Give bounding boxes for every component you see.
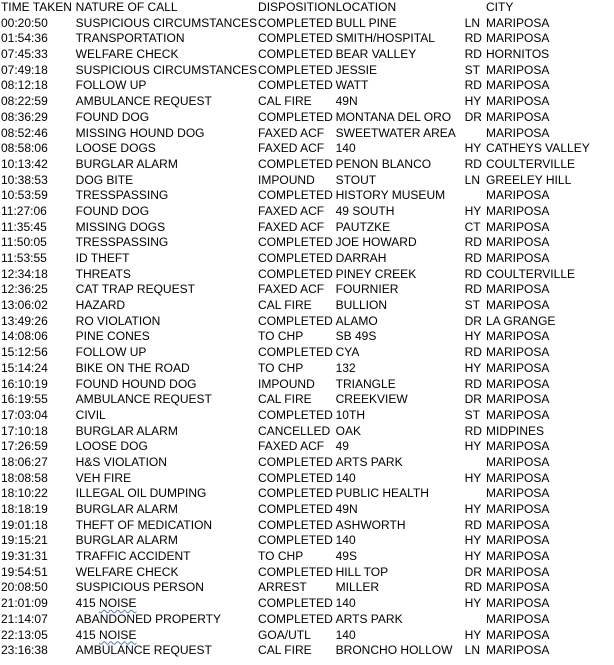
cell-location: TRIANGLE bbox=[335, 376, 396, 391]
cell-street-suffix: HY bbox=[464, 360, 482, 375]
cell-location: 140 bbox=[335, 533, 356, 548]
cell-disposition: COMPLETED bbox=[258, 517, 333, 532]
cell-disposition: COMPLETED bbox=[258, 235, 333, 250]
cell-disposition: COMPLETED bbox=[258, 109, 333, 124]
cell-location: PENON BLANCO bbox=[335, 156, 432, 171]
cell-street-suffix: RD bbox=[464, 235, 482, 250]
cell-nature: DOG BITE bbox=[75, 172, 134, 187]
cell-location: SB 49S bbox=[335, 329, 377, 344]
cell-city: COULTERVILLE bbox=[485, 156, 576, 171]
cell-street-suffix: ST bbox=[464, 62, 480, 77]
cell-nature: BURGLAR ALARM bbox=[75, 156, 178, 171]
cell-disposition: IMPOUND bbox=[258, 376, 315, 391]
cell-time: 22:13:05 bbox=[0, 627, 48, 642]
cell-city: MARIPOSA bbox=[485, 517, 550, 532]
table-row bbox=[0, 471, 596, 487]
cell-street-suffix: CT bbox=[464, 219, 481, 234]
cell-nature: AMBULANCE REQUEST bbox=[75, 392, 212, 407]
table-row bbox=[0, 377, 596, 393]
cell-street-suffix: RD bbox=[464, 345, 482, 360]
cell-disposition: TO CHP bbox=[258, 360, 304, 375]
cell-street-suffix: DR bbox=[464, 313, 482, 328]
cell-street-suffix: HY bbox=[464, 329, 482, 344]
cell-disposition: IMPOUND bbox=[258, 172, 315, 187]
cell-time: 11:50:05 bbox=[0, 235, 47, 250]
cell-nature: BURGLAR ALARM bbox=[75, 502, 178, 516]
cell-nature: FOUND DOG bbox=[75, 109, 150, 124]
cell-disposition: FAXED ACF bbox=[258, 282, 325, 297]
cell-location: FOURNIER bbox=[335, 282, 399, 297]
cell-street-suffix: ST bbox=[464, 407, 480, 422]
cell-time: 18:18:19 bbox=[0, 502, 48, 516]
cell-location: 140 bbox=[335, 470, 356, 485]
cell-nature: H&S VIOLATION bbox=[75, 454, 167, 469]
cell-location: 49 SOUTH bbox=[335, 203, 395, 218]
table-row bbox=[0, 329, 596, 345]
cell-city: MARIPOSA bbox=[485, 627, 550, 642]
cell-disposition: CAL FIRE bbox=[258, 94, 312, 109]
cell-city: MARIPOSA bbox=[485, 580, 550, 595]
cell-location: JESSIE bbox=[335, 62, 378, 77]
table-row bbox=[0, 408, 596, 424]
cell-nature bbox=[76, 628, 137, 644]
cell-disposition: COMPLETED bbox=[258, 313, 333, 328]
cell-city: MARIPOSA bbox=[485, 486, 550, 501]
cell-disposition: FAXED ACF bbox=[258, 141, 325, 156]
cell-disposition: CANCELLED bbox=[258, 423, 331, 438]
cell-nature: HAZARD bbox=[75, 298, 126, 313]
cell-disposition: COMPLETED bbox=[258, 188, 333, 203]
cell-street-suffix: RD bbox=[464, 580, 482, 595]
cell-time: 14:08:06 bbox=[0, 329, 48, 344]
table-row bbox=[0, 298, 596, 314]
cell-city: MARIPOSA bbox=[485, 564, 550, 579]
cell-time: 11:27:06 bbox=[0, 203, 47, 218]
table-row bbox=[0, 596, 596, 612]
cell-location: BULL PINE bbox=[335, 15, 397, 30]
cell-city: MARIPOSA bbox=[485, 470, 550, 485]
cell-city: MARIPOSA bbox=[485, 282, 550, 297]
table-row bbox=[0, 204, 596, 220]
cell-nature: VEH FIRE bbox=[75, 470, 132, 485]
cell-city: MARIPOSA bbox=[485, 439, 550, 454]
cell-disposition: COMPLETED bbox=[258, 454, 333, 469]
cell-location: STOUT bbox=[335, 172, 377, 187]
cell-time: 08:12:18 bbox=[0, 78, 48, 93]
cell-disposition: COMPLETED bbox=[258, 611, 333, 626]
table-row bbox=[0, 486, 596, 502]
cell-disposition: COMPLETED bbox=[258, 564, 333, 579]
cell-location: ARTS PARK bbox=[335, 454, 403, 469]
cell-time: 00:20:50 bbox=[0, 15, 48, 30]
table-row bbox=[0, 173, 596, 189]
cell-time: 12:34:18 bbox=[0, 266, 48, 281]
cell-location: WATT bbox=[335, 78, 369, 93]
table-row bbox=[0, 518, 596, 534]
cell-location: PUBLIC HEALTH bbox=[335, 486, 429, 501]
cell-nature: PINE CONES bbox=[75, 329, 150, 344]
cell-street-suffix: HY bbox=[464, 94, 482, 109]
table-row bbox=[0, 345, 596, 361]
cell-time: 17:03:04 bbox=[0, 407, 48, 422]
cell-time: 23:16:38 bbox=[0, 643, 48, 658]
cell-nature: TRANSPORTATION bbox=[75, 31, 185, 46]
cell-city: MARIPOSA bbox=[485, 251, 550, 265]
table-row bbox=[0, 502, 596, 518]
cell-disposition: COMPLETED bbox=[258, 47, 333, 62]
cell-time: 19:01:18 bbox=[0, 517, 48, 532]
cell-disposition: TO CHP bbox=[258, 549, 304, 564]
cell-nature bbox=[76, 596, 137, 612]
cell-time: 15:12:56 bbox=[0, 345, 48, 360]
cell-street-suffix: DR bbox=[464, 109, 482, 124]
header-row bbox=[0, 0, 596, 16]
cell-nature: RO VIOLATION bbox=[75, 313, 161, 328]
table-row bbox=[0, 455, 596, 471]
table-row bbox=[0, 63, 596, 79]
table-row bbox=[0, 361, 596, 377]
cell-location: BRONCHO HOLLOW bbox=[335, 643, 453, 658]
cell-city: MARIPOSA bbox=[485, 203, 550, 218]
cell-disposition: CAL FIRE bbox=[258, 643, 312, 658]
cell-time: 18:06:27 bbox=[0, 454, 48, 469]
cell-time: 13:06:02 bbox=[0, 298, 48, 313]
cell-street-suffix: RD bbox=[464, 47, 482, 62]
cell-time: 07:45:33 bbox=[0, 47, 48, 62]
table-row bbox=[0, 628, 596, 644]
cell-disposition: ARREST bbox=[258, 580, 307, 595]
cell-city: MARIPOSA bbox=[485, 125, 550, 140]
cell-location: 49 bbox=[335, 439, 350, 454]
cell-city: MARIPOSA bbox=[485, 188, 550, 203]
cell-location: SWEETWATER AREA bbox=[335, 125, 456, 140]
cell-city: MARIPOSA bbox=[485, 109, 550, 124]
cell-street-suffix: RD bbox=[464, 423, 482, 438]
cell-city: MARIPOSA bbox=[485, 329, 550, 344]
cell-time: 10:38:53 bbox=[0, 172, 48, 187]
cell-street-suffix: RD bbox=[464, 376, 482, 391]
cell-time: 07:49:18 bbox=[0, 62, 48, 77]
cell-city: MARIPOSA bbox=[485, 298, 550, 313]
cell-nature: SUSPICIOUS CIRCUMSTANCES bbox=[75, 15, 258, 30]
cell-nature: MISSING HOUND DOG bbox=[75, 125, 205, 140]
cell-city: MARIPOSA bbox=[485, 235, 550, 250]
header-location: LOCATION bbox=[335, 0, 397, 14]
cell-disposition: TO CHP bbox=[258, 329, 304, 344]
cell-city: MARIPOSA bbox=[485, 360, 550, 375]
table-row bbox=[0, 392, 596, 408]
cell-disposition: GOA/UTL bbox=[258, 627, 311, 642]
table-row bbox=[0, 220, 596, 236]
cell-time: 13:49:26 bbox=[0, 313, 48, 328]
cell-location: 132 bbox=[335, 360, 356, 375]
cell-street-suffix: HY bbox=[464, 596, 482, 611]
cell-location: DARRAH bbox=[335, 251, 387, 265]
cell-disposition: COMPLETED bbox=[258, 78, 333, 93]
table-row bbox=[0, 94, 596, 110]
cell-location: 49N bbox=[335, 502, 358, 516]
cell-city: MARIPOSA bbox=[485, 502, 550, 516]
cell-disposition: COMPLETED bbox=[258, 533, 333, 548]
cell-disposition: COMPLETED bbox=[258, 266, 333, 281]
cell-location: 10TH bbox=[335, 407, 366, 422]
cell-location: OAK bbox=[335, 423, 362, 438]
cell-disposition: COMPLETED bbox=[258, 31, 333, 46]
cell-city: MARIPOSA bbox=[485, 549, 550, 564]
cell-location: PAUTZKE bbox=[335, 219, 391, 234]
cell-location: 49N bbox=[335, 94, 358, 109]
cell-disposition: COMPLETED bbox=[258, 156, 333, 171]
cell-time: 01:54:36 bbox=[0, 31, 48, 46]
cell-nature: WELFARE CHECK bbox=[75, 564, 179, 579]
cell-time: 10:13:42 bbox=[0, 156, 48, 171]
cell-street-suffix: RD bbox=[464, 78, 482, 93]
cell-disposition: COMPLETED bbox=[258, 470, 333, 485]
cell-nature: WELFARE CHECK bbox=[75, 47, 179, 62]
cell-time: 08:36:29 bbox=[0, 109, 48, 124]
cell-street-suffix: LN bbox=[464, 643, 480, 658]
cell-city: GREELEY HILL bbox=[485, 172, 572, 187]
cell-city: MARIPOSA bbox=[485, 78, 550, 93]
cell-city: MARIPOSA bbox=[485, 454, 550, 469]
cell-location: MILLER bbox=[335, 580, 380, 595]
cell-location: 140 bbox=[335, 627, 356, 642]
cell-nature: SUSPICIOUS CIRCUMSTANCES bbox=[75, 62, 258, 77]
cell-nature: TRESSPASSING bbox=[75, 235, 169, 250]
cell-time: 08:52:46 bbox=[0, 125, 48, 140]
cell-nature: ILLEGAL OIL DUMPING bbox=[75, 486, 207, 501]
cell-city: MARIPOSA bbox=[485, 219, 550, 234]
table-row bbox=[0, 78, 596, 94]
cell-nature: LOOSE DOGS bbox=[75, 141, 156, 156]
cell-disposition: COMPLETED bbox=[258, 62, 333, 77]
cell-time: 19:31:31 bbox=[0, 549, 48, 564]
cell-time: 11:35:45 bbox=[0, 219, 47, 234]
cell-nature: FOLLOW UP bbox=[75, 345, 147, 360]
cell-location: HISTORY MUSEUM bbox=[335, 188, 446, 203]
cell-location: MONTANA DEL ORO bbox=[335, 109, 452, 124]
cell-location: PINEY CREEK bbox=[335, 266, 417, 281]
cell-nature: AMBULANCE REQUEST bbox=[75, 94, 212, 109]
cell-location: JOE HOWARD bbox=[335, 235, 417, 250]
cell-city: MARIPOSA bbox=[485, 15, 550, 30]
table-row bbox=[0, 424, 596, 440]
cell-nature: SUSPICIOUS PERSON bbox=[75, 580, 204, 595]
cell-disposition: COMPLETED bbox=[258, 596, 333, 611]
cell-street-suffix: DR bbox=[464, 392, 482, 407]
cell-disposition: COMPLETED bbox=[258, 15, 333, 30]
table-row bbox=[0, 612, 596, 628]
cell-location: 140 bbox=[335, 596, 356, 611]
cell-disposition: FAXED ACF bbox=[258, 219, 325, 234]
cell-street-suffix: HY bbox=[464, 439, 482, 454]
cell-street-suffix: RD bbox=[464, 31, 482, 46]
cell-nature: AMBULANCE REQUEST bbox=[75, 643, 212, 658]
cell-disposition: COMPLETED bbox=[258, 502, 333, 516]
cell-nature: LOOSE DOG bbox=[75, 439, 148, 454]
table-row bbox=[0, 549, 596, 565]
cell-city: MARIPOSA bbox=[485, 611, 550, 626]
cell-location: 140 bbox=[335, 141, 356, 156]
table-row bbox=[0, 235, 596, 251]
table-row bbox=[0, 157, 596, 173]
cell-nature: MISSING DOGS bbox=[75, 219, 166, 234]
cell-time: 15:14:24 bbox=[0, 360, 48, 375]
cell-street-suffix: RD bbox=[464, 517, 482, 532]
cell-disposition: COMPLETED bbox=[258, 486, 333, 501]
cell-time: 16:10:19 bbox=[0, 376, 48, 391]
cell-city: MARIPOSA bbox=[485, 643, 550, 658]
cell-location: BEAR VALLEY bbox=[335, 47, 417, 62]
cell-time: 18:08:58 bbox=[0, 470, 48, 485]
cell-nature: ID THEFT bbox=[75, 251, 130, 265]
cell-location: HILL TOP bbox=[335, 564, 389, 579]
table-row bbox=[0, 439, 596, 455]
cell-disposition: FAXED ACF bbox=[258, 439, 325, 454]
cell-nature: CAT TRAP REQUEST bbox=[75, 282, 196, 297]
cell-nature: FOLLOW UP bbox=[75, 78, 147, 93]
cell-street-suffix: HY bbox=[464, 203, 482, 218]
cell-street-suffix: HY bbox=[464, 549, 482, 564]
table-row bbox=[0, 47, 596, 63]
table-row bbox=[0, 314, 596, 330]
cell-city: MIDPINES bbox=[485, 423, 545, 438]
call-rows bbox=[0, 16, 596, 659]
cell-nature: CIVIL bbox=[75, 407, 106, 422]
cell-street-suffix: DR bbox=[464, 564, 482, 579]
cell-street-suffix: HY bbox=[464, 502, 482, 516]
header-disposition: DISPOSITION bbox=[258, 0, 336, 14]
cell-location: SMITH/HOSPITAL bbox=[335, 31, 435, 46]
cell-street-suffix: HY bbox=[464, 533, 482, 548]
cell-time: 10:53:59 bbox=[0, 188, 48, 203]
cell-street-suffix: HY bbox=[464, 627, 482, 642]
cell-nature: THEFT OF MEDICATION bbox=[75, 517, 213, 532]
cell-time: 18:10:22 bbox=[0, 486, 48, 501]
cell-disposition: COMPLETED bbox=[258, 345, 333, 360]
cell-city: MARIPOSA bbox=[485, 376, 550, 391]
cell-city: MARIPOSA bbox=[485, 94, 550, 109]
cell-disposition: COMPLETED bbox=[258, 407, 333, 422]
header-nature: NATURE OF CALL bbox=[75, 0, 178, 14]
table-row bbox=[0, 188, 596, 204]
cell-street-suffix: LN bbox=[464, 172, 480, 187]
cell-location: 49S bbox=[335, 549, 358, 564]
cell-time: 17:10:18 bbox=[0, 423, 48, 438]
cell-location: BULLION bbox=[335, 298, 388, 313]
cell-nature: TRAFFIC ACCIDENT bbox=[75, 549, 191, 564]
cell-disposition: CAL FIRE bbox=[258, 298, 312, 313]
nature-prefix: 415 bbox=[75, 596, 100, 611]
cell-street-suffix: HY bbox=[464, 141, 482, 156]
cell-nature: FOUND HOUND DOG bbox=[75, 376, 197, 391]
cell-time: 12:36:25 bbox=[0, 282, 48, 297]
spellcheck-flagged-word: NOISE bbox=[99, 627, 137, 642]
table-row bbox=[0, 31, 596, 47]
header-time: TIME TAKEN bbox=[0, 0, 72, 14]
cell-street-suffix: HY bbox=[464, 470, 482, 485]
cell-time: 21:14:07 bbox=[0, 611, 48, 626]
cell-nature: ABANDONED PROPERTY bbox=[75, 611, 222, 626]
cell-nature: BURGLAR ALARM bbox=[75, 423, 178, 438]
cell-time: 21:01:09 bbox=[0, 596, 48, 611]
table-row bbox=[0, 126, 596, 142]
cell-time: 17:26:59 bbox=[0, 439, 48, 454]
cell-disposition: CAL FIRE bbox=[258, 392, 312, 407]
cell-time: 11:53:55 bbox=[0, 251, 47, 265]
nature-prefix: 415 bbox=[75, 627, 100, 642]
cell-disposition: COMPLETED bbox=[258, 251, 333, 265]
cell-location: ASHWORTH bbox=[335, 517, 406, 532]
cell-street-suffix: RD bbox=[464, 282, 482, 297]
table-row bbox=[0, 282, 596, 298]
cell-disposition: FAXED ACF bbox=[258, 203, 325, 218]
cell-street-suffix: RD bbox=[464, 266, 482, 281]
table-row bbox=[0, 251, 596, 267]
cell-nature: FOUND DOG bbox=[75, 203, 150, 218]
cell-city: MARIPOSA bbox=[485, 533, 550, 548]
spellcheck-flagged-word: NOISE bbox=[99, 596, 137, 611]
cell-location: ARTS PARK bbox=[335, 611, 403, 626]
cell-time: 16:19:55 bbox=[0, 392, 48, 407]
cell-disposition: FAXED ACF bbox=[258, 125, 325, 140]
cell-time: 19:54:51 bbox=[0, 564, 48, 579]
table-row bbox=[0, 110, 596, 126]
cell-street-suffix: LN bbox=[464, 15, 480, 30]
cell-nature: THREATS bbox=[75, 266, 131, 281]
cell-nature: TRESSPASSING bbox=[75, 188, 169, 203]
cell-location: CREEKVIEW bbox=[335, 392, 408, 407]
cell-city: COULTERVILLE bbox=[485, 266, 576, 281]
cell-location: CYA bbox=[335, 345, 360, 360]
cell-city: HORNITOS bbox=[485, 47, 550, 62]
cell-street-suffix: ST bbox=[464, 298, 480, 313]
table-row bbox=[0, 141, 596, 157]
table-row bbox=[0, 643, 596, 659]
table-row bbox=[0, 533, 596, 549]
table-row bbox=[0, 16, 596, 32]
cell-nature: BURGLAR ALARM bbox=[75, 533, 178, 548]
cell-city: MARIPOSA bbox=[485, 31, 550, 46]
cell-city: MARIPOSA bbox=[485, 62, 550, 77]
cell-city: MARIPOSA bbox=[485, 407, 550, 422]
cell-time: 08:22:59 bbox=[0, 94, 48, 109]
table-row bbox=[0, 565, 596, 581]
cell-street-suffix: RD bbox=[464, 251, 482, 265]
cell-nature: BIKE ON THE ROAD bbox=[75, 360, 190, 375]
cell-city: MARIPOSA bbox=[485, 345, 550, 360]
table-row bbox=[0, 267, 596, 283]
header-city: CITY bbox=[485, 0, 514, 14]
cell-street-suffix: RD bbox=[464, 156, 482, 171]
cell-location: ALAMO bbox=[335, 313, 378, 328]
cell-time: 19:15:21 bbox=[0, 533, 48, 548]
cell-city: CATHEYS VALLEY bbox=[485, 141, 590, 156]
cell-time: 08:58:06 bbox=[0, 141, 48, 156]
cell-city: MARIPOSA bbox=[485, 392, 550, 407]
cell-time: 20:08:50 bbox=[0, 580, 48, 595]
cell-city: LA GRANGE bbox=[485, 313, 556, 328]
cell-city: MARIPOSA bbox=[485, 596, 550, 611]
table-row bbox=[0, 580, 596, 596]
